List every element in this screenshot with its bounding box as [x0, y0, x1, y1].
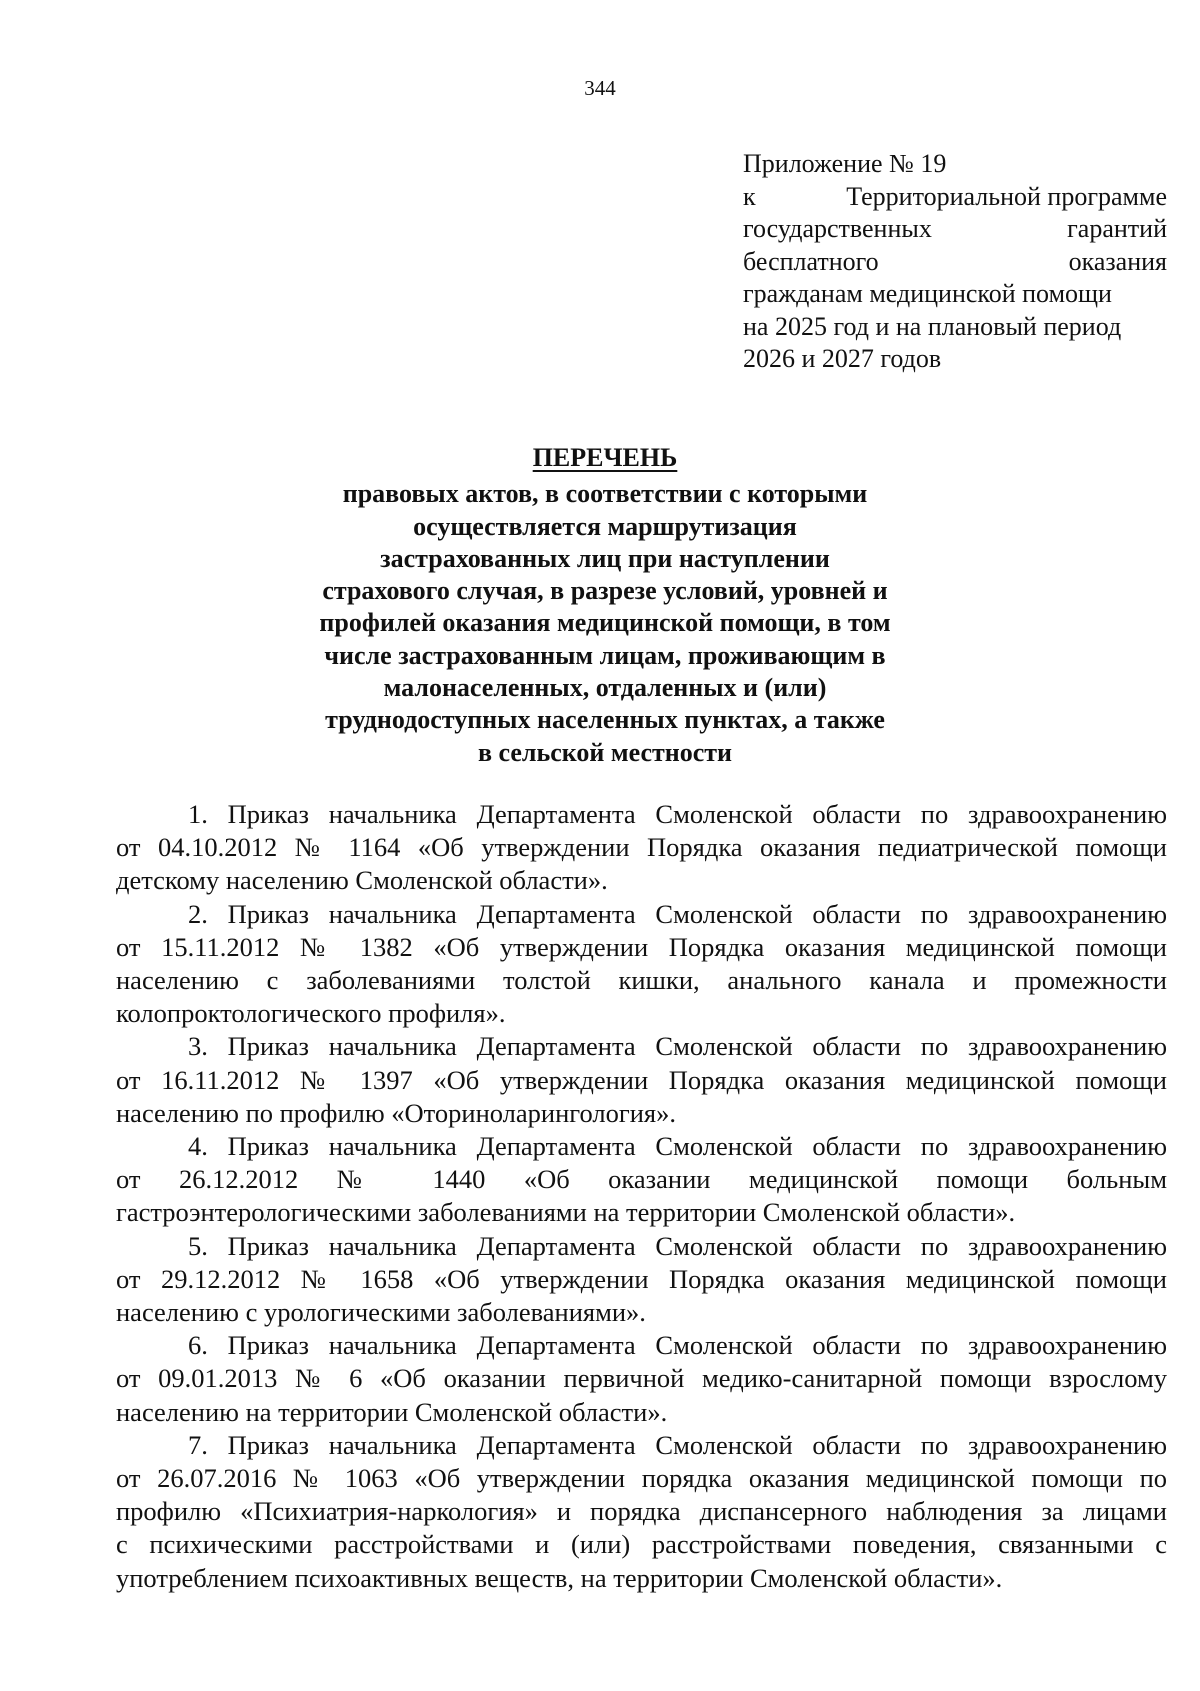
title-line: правовых актов, в соответствии с которыми: [342, 479, 868, 509]
list-item: [116, 898, 1167, 1031]
item-line: 3. Приказ начальника Департамента Смоленской области по здравоохранению: [188, 1031, 1167, 1062]
title-line: осуществляется маршрутизация: [413, 511, 797, 541]
item-line: от 04.10.2012 № 1164 «Об утверждении Порядка оказания педиатрической помощи: [116, 832, 1167, 863]
item-line: от 15.11.2012 № 1382 «Об утверждении Порядка оказания медицинской помощи: [116, 931, 1167, 962]
appendix-line-part: к: [743, 181, 756, 211]
item-line: гастроэнтерологическими заболеваниями на территории Смоленской области».: [116, 1197, 1016, 1228]
item-line: населению по профилю «Оториноларингология».: [116, 1097, 676, 1128]
item-line: населению на территории Смоленской области».: [116, 1396, 668, 1427]
title-line: в сельской местности: [477, 737, 733, 767]
appendix-header: [743, 148, 1167, 376]
title-line: малонаселенных, отдаленных и (или): [383, 673, 827, 703]
title-line: труднодоступных населенных пунктах, а также: [325, 705, 885, 735]
appendix-line-part: Территориальной программе: [846, 181, 1167, 211]
item-line: 4. Приказ начальника Департамента Смоленской области по здравоохранению: [188, 1131, 1167, 1162]
legal-acts-list: [116, 798, 1167, 1595]
appendix-line: [743, 213, 1167, 246]
title-line: числе застрахованным лицам, проживающим в: [324, 640, 886, 670]
item-line: профилю «Психиатрия-наркология» и порядка диспансерного наблюдения за лицами: [116, 1496, 1167, 1527]
appendix-line: на 2025 год и на плановый период: [743, 311, 1122, 341]
item-line: от 29.12.2012 № 1658 «Об утверждении Порядка оказания медицинской помощи: [116, 1263, 1167, 1294]
appendix-line: гражданам медицинской помощи: [743, 279, 1112, 308]
title-heading: ПЕРЕЧЕНЬ: [532, 443, 678, 472]
item-line: населению с заболеваниями толстой кишки, анального канала и промежности: [116, 965, 1167, 996]
item-line: с психическими расстройствами и (или) расстройствами поведения, связанными с: [116, 1529, 1167, 1560]
item-line: населению с урологическими заболеваниями».: [116, 1297, 646, 1328]
list-item: [116, 1030, 1167, 1130]
item-line: 1. Приказ начальника Департамента Смоленской области по здравоохранению: [188, 799, 1167, 829]
title-line: профилей оказания медицинской помощи, в том: [319, 608, 891, 638]
item-line: 5. Приказ начальника Департамента Смоленской области по здравоохранению: [188, 1230, 1167, 1261]
appendix-line: [743, 246, 1167, 279]
appendix-line-part: государственных: [743, 214, 932, 243]
appendix-line: [743, 181, 1167, 214]
appendix-line-part: гарантий: [1067, 214, 1167, 243]
title-line: страхового случая, в разрезе условий, уровней и: [322, 576, 888, 606]
list-item: [116, 1329, 1167, 1429]
appendix-line: Приложение № 19: [743, 149, 947, 178]
item-line: 7. Приказ начальника Департамента Смоленской области по здравоохранению: [188, 1429, 1167, 1460]
item-line: употреблением психоактивных веществ, на территории Смоленской области».: [116, 1562, 1003, 1593]
item-line: 2. Приказ начальника Департамента Смоленской области по здравоохранению: [188, 898, 1167, 929]
item-line: 6. Приказ начальника Департамента Смоленской области по здравоохранению: [188, 1330, 1167, 1361]
document-title: [200, 442, 1010, 769]
appendix-line-part: оказания: [1068, 246, 1167, 276]
list-item: [116, 1429, 1167, 1595]
list-item: [116, 798, 1167, 898]
appendix-line: 2026 и 2027 годов: [743, 344, 942, 373]
item-line: колопроктологического профиля».: [116, 998, 506, 1029]
appendix-line-part: бесплатного: [743, 246, 879, 276]
list-item: [116, 1230, 1167, 1330]
item-line: от 26.07.2016 № 1063 «Об утверждении порядка оказания медицинской помощи по: [116, 1463, 1167, 1494]
page-number: 344: [584, 76, 616, 100]
title-line: застрахованных лиц при наступлении: [380, 543, 830, 573]
item-line: от 16.11.2012 № 1397 «Об утверждении Порядка оказания медицинской помощи: [116, 1064, 1167, 1095]
item-line: детскому населению Смоленской области».: [116, 865, 608, 896]
list-item: [116, 1130, 1167, 1230]
item-line: от 09.01.2013 № 6 «Об оказании первичной медико-санитарной помощи взрослому: [116, 1363, 1167, 1394]
item-line: от 26.12.2012 № 1440 «Об оказании медицинской помощи больным: [116, 1164, 1167, 1195]
